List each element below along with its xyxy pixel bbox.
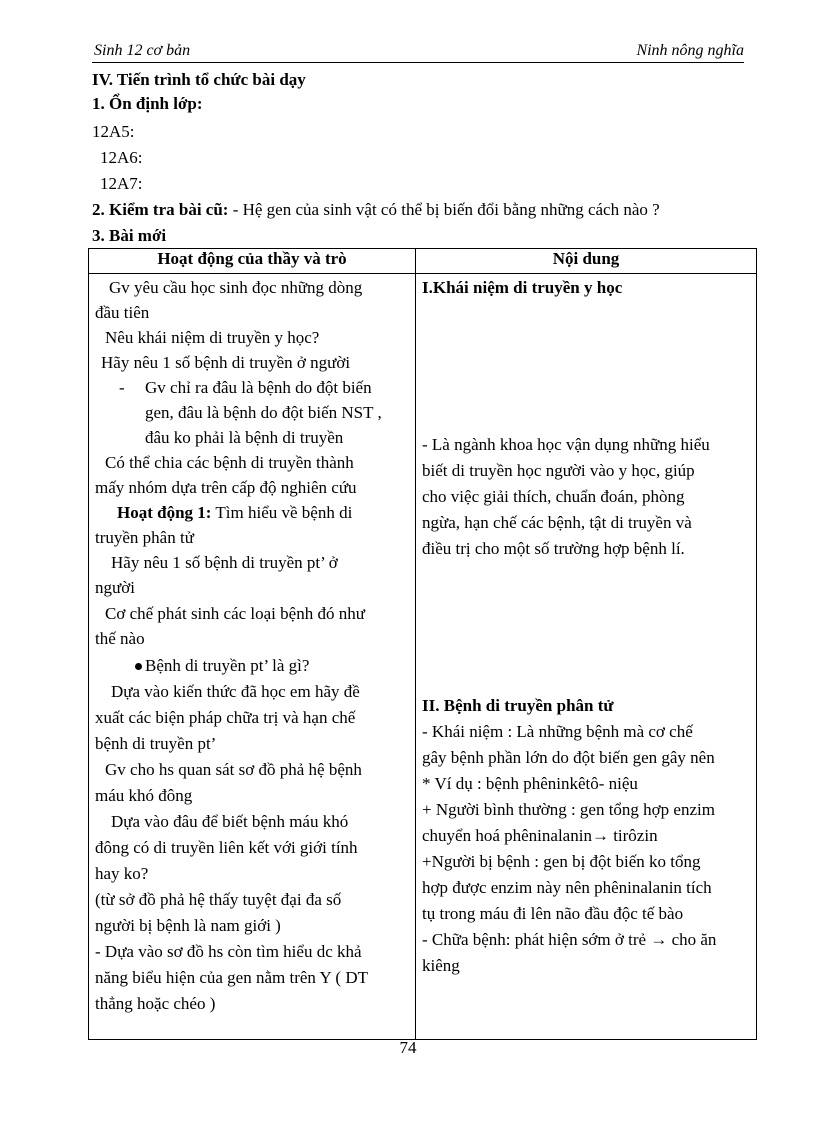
content-line: chuyển hoá phêninalanin→ tirôzin	[422, 826, 658, 845]
dash-marker: -	[119, 378, 125, 397]
left-line: Dựa vào đâu để biết bệnh máu khó	[111, 812, 349, 831]
left-line: Có thể chia các bệnh di truyền thành	[105, 453, 354, 472]
header-author: Ninh nông nghĩa	[636, 42, 744, 59]
left-line: năng biểu hiện của gen nằm trên Y ( DT	[95, 968, 369, 987]
left-line: Hãy nêu 1 số bệnh di truyền pt’ ở	[111, 553, 338, 572]
activity-1-label: Hoạt động 1:	[117, 503, 212, 522]
left-line: Gv chỉ ra đâu là bệnh do đột biến	[145, 378, 372, 397]
left-line: Dựa vào kiến thức đã học em hãy đề	[111, 682, 360, 701]
step2-title: 2. Kiểm tra bài cũ:	[92, 200, 229, 219]
class-12a7: 12A7:	[100, 174, 143, 193]
header-content: Nội dung	[416, 249, 757, 274]
left-line: Hãy nêu 1 số bệnh di truyền ở người	[101, 353, 351, 372]
left-line: Gv yêu cầu học sinh đọc những dòng	[109, 278, 363, 297]
activities-cell	[89, 274, 416, 1040]
step2-row	[92, 200, 660, 220]
table-header-row	[89, 249, 757, 274]
table-body-row	[89, 274, 757, 1040]
left-line: đông có di truyền liên kết với giới tính	[95, 838, 358, 857]
left-line: thế nào	[95, 629, 145, 648]
section-title: IV. Tiến trình tổ chức bài dạy	[92, 70, 306, 89]
left-line: mấy nhóm dựa trên cấp độ nghiên cứu	[95, 478, 357, 497]
left-line: hay ko?	[95, 864, 149, 883]
left-line: người	[95, 578, 135, 597]
page-number: 74	[399, 1038, 417, 1057]
content-line: - Chữa bệnh: phát hiện sớm ở trẻ → cho ăn	[422, 930, 717, 949]
step1-title: 1. Ổn định lớp:	[92, 94, 203, 113]
left-line: đâu ko phải là bệnh di truyền	[145, 428, 344, 447]
left-line: xuất các biện pháp chữa trị và hạn chế	[95, 708, 356, 727]
content-heading-2: II. Bệnh di truyền phân tử	[422, 696, 614, 715]
header-activities: Hoạt động của thầy và trò	[89, 249, 416, 274]
page-header	[92, 40, 744, 63]
left-line: truyền phân tử	[95, 528, 194, 547]
content-line: +Người bị bệnh : gen bị đột biến ko tổng	[422, 852, 701, 871]
step3-title: 3. Bài mới	[92, 226, 167, 245]
left-line: (từ sở đồ phả hệ thấy tuyệt đại đa số	[95, 890, 342, 909]
content-line: hợp được enzim này nên phêninalanin tích	[422, 878, 712, 897]
content-line: - Là ngành khoa học vận dụng những hiểu	[422, 435, 710, 454]
left-line: Gv cho hs quan sát sơ đồ phả hệ bệnh	[105, 760, 362, 779]
left-line: bệnh di truyền pt’	[95, 734, 217, 753]
content-heading-1: I.Khái niệm di truyền y học	[422, 278, 623, 297]
content-line: điều trị cho một số trường hợp bệnh lí.	[422, 539, 685, 558]
left-line: gen, đâu là bệnh do đột biến NST ,	[145, 403, 382, 422]
left-line: đầu tiên	[95, 303, 150, 322]
left-line: người bị bệnh là nam giới )	[95, 916, 281, 935]
content-cell	[416, 274, 757, 1040]
content-line: ngừa, hạn chế các bệnh, tật di truyền và	[422, 513, 692, 532]
left-line: Nêu khái niệm di truyền y học?	[105, 328, 320, 347]
activity-1-line	[117, 503, 352, 523]
left-line: Cơ chế phát sinh các loại bệnh đó như	[105, 604, 365, 623]
step2-question: - Hệ gen của sinh vật có thể bị biến đổi bằng những cách nào ?	[228, 200, 660, 219]
left-line: - Dựa vào sơ đồ hs còn tìm hiểu dc khả	[95, 942, 362, 961]
class-12a6: 12A6:	[100, 148, 143, 167]
header-subject: Sinh 12 cơ bản	[94, 42, 191, 59]
content-line: tụ trong máu đi lên não đầu độc tế bào	[422, 904, 684, 923]
left-line: thẳng hoặc chéo )	[95, 994, 216, 1013]
content-line: - Khái niệm : Là những bệnh mà cơ chế	[422, 722, 693, 741]
activity-1-text: Tìm hiểu về bệnh di	[211, 503, 353, 522]
left-line: Bệnh di truyền pt’ là gì?	[145, 656, 310, 675]
content-line: kiêng	[422, 956, 460, 975]
content-line: cho việc giải thích, chuẩn đoán, phòng	[422, 487, 685, 506]
bullet-icon	[135, 663, 142, 670]
class-12a5: 12A5:	[92, 122, 135, 141]
content-line: biết di truyền học người vào y học, giúp	[422, 461, 695, 480]
lesson-table	[88, 248, 757, 1040]
left-line: máu khó đông	[95, 786, 193, 805]
content-line: gây bệnh phần lớn do đột biến gen gây nên	[422, 748, 715, 767]
content-line: + Người bình thường : gen tổng hợp enzim	[422, 800, 715, 819]
content-line: * Ví dụ : bệnh phêninkêtô- niệu	[422, 774, 638, 793]
